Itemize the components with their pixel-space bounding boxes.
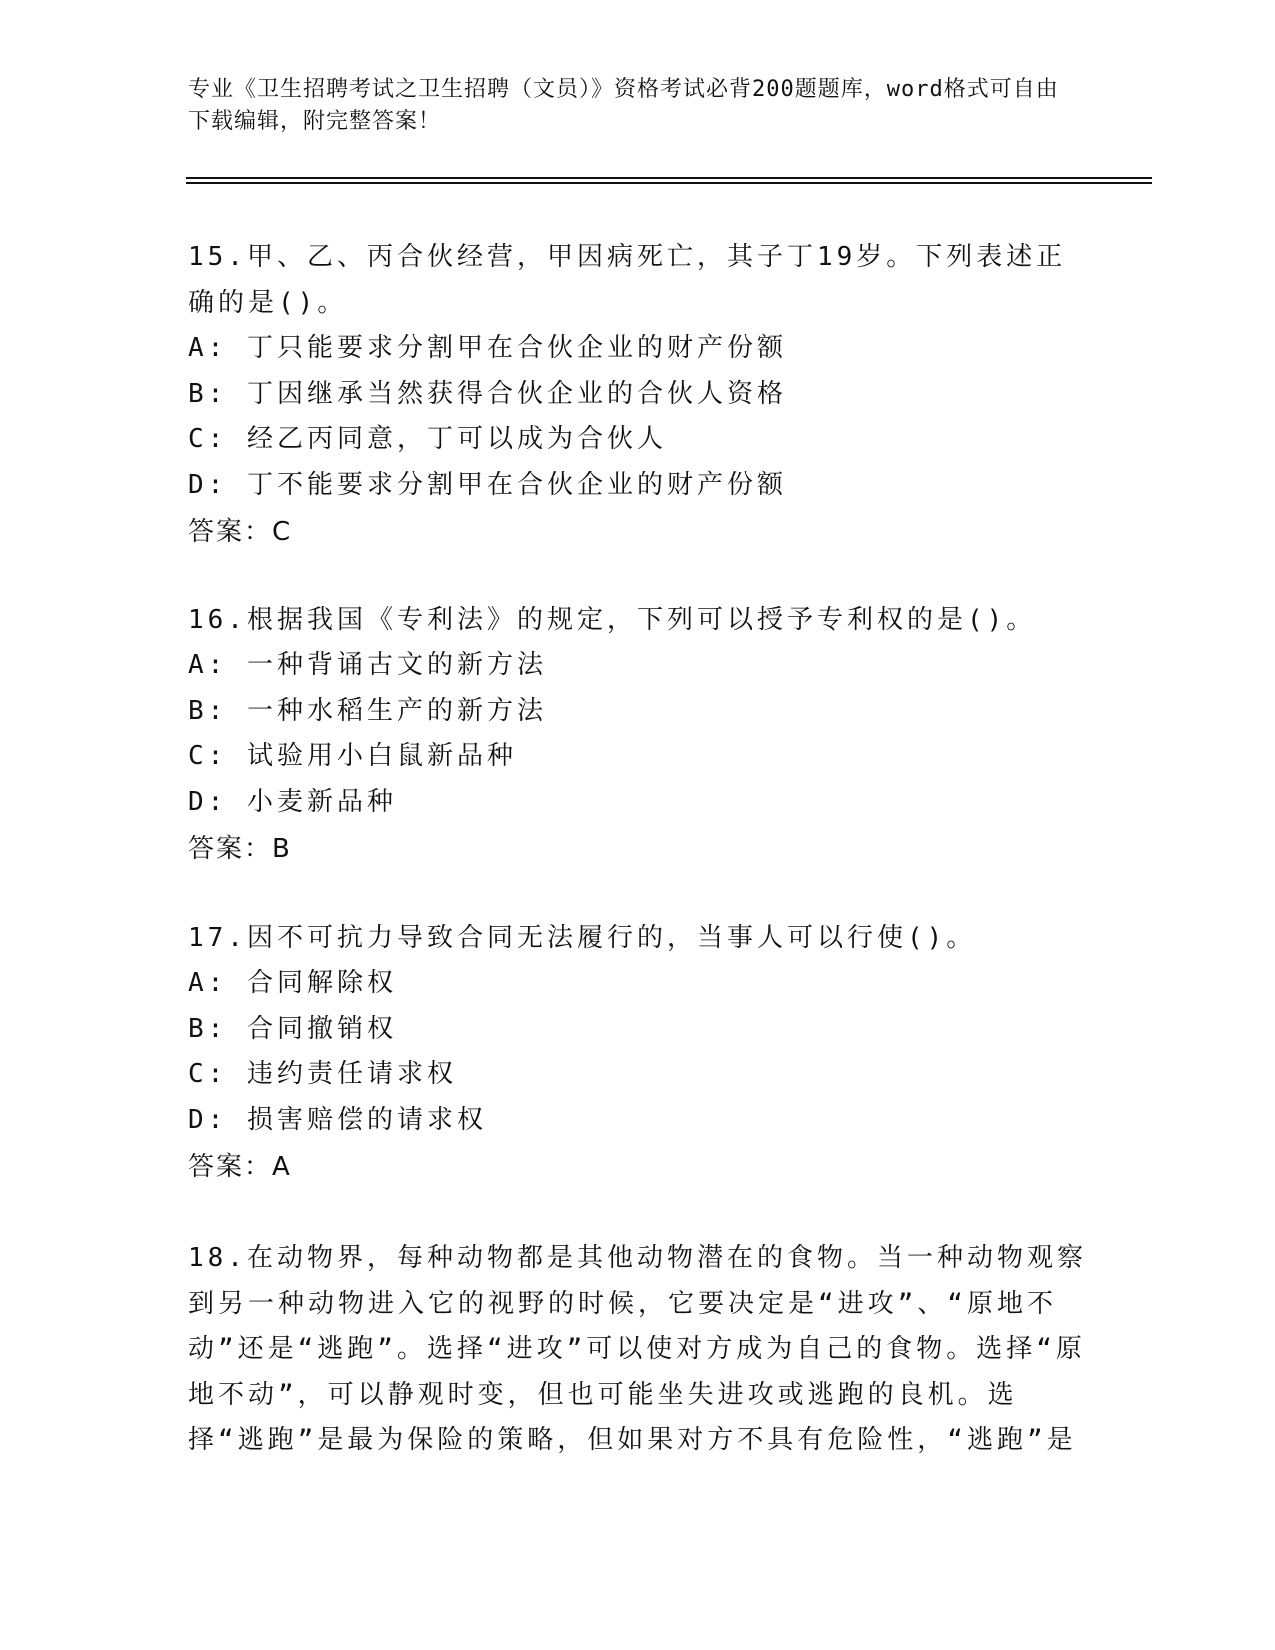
option-c: C: 违约责任请求权	[188, 1059, 457, 1089]
option-b: B: 一种水稻生产的新方法	[188, 695, 547, 726]
question-text: 18.在动物界，每种动物都是其他动物潜在的食物。当一种动物观察到另一种动物进入它的视野的时候，它要决定是“进攻”、“原地不动”还是“逃跑”。选择“进攻”可以使对方成为自己的食物。选择“原地不动”，可以静观时变，但也可能坐失进攻或逃跑的良机。选择“逃跑”是最为保险的策略，但如果对方不具有危险性，“逃跑”是	[188, 1243, 1087, 1455]
question-17	[188, 915, 1088, 1191]
question-18	[188, 1236, 1088, 1464]
option-a: A: 一种背诵古文的新方法	[188, 650, 547, 680]
question-text: 16.根据我国《专利法》的规定，下列可以授予专利权的是()。	[188, 605, 1037, 635]
question-text: 17.因不可抗力导致合同无法履行的，当事人可以行使()。	[188, 923, 977, 953]
answer: 答案：C	[188, 517, 293, 547]
question-16	[188, 597, 1088, 873]
option-b: B: 合同撤销权	[188, 1013, 397, 1044]
question-15	[188, 234, 1088, 556]
header-divider-top	[186, 177, 1152, 179]
option-b: B: 丁因继承当然获得合伙企业的合伙人资格	[188, 378, 787, 409]
answer: 答案：A	[188, 1152, 292, 1182]
header-divider-bottom	[186, 182, 1152, 184]
question-text: 15.甲、乙、丙合伙经营，甲因病死亡，其子丁19岁。下列表述正确的是()。	[188, 242, 1067, 318]
document-header: 专业《卫生招聘考试之卫生招聘（文员）》资格考试必背200题题库，word格式可自由下载编辑，附完整答案！	[188, 77, 1059, 134]
answer: 答案：B	[188, 834, 292, 864]
option-a: A: 丁只能要求分割甲在合伙企业的财产份额	[188, 333, 787, 363]
option-a: A: 合同解除权	[188, 968, 397, 998]
option-d: D: 丁不能要求分割甲在合伙企业的财产份额	[188, 469, 787, 500]
option-d: D: 小麦新品种	[188, 786, 397, 817]
option-d: D: 损害赔偿的请求权	[188, 1104, 487, 1135]
option-c: C: 经乙丙同意，丁可以成为合伙人	[188, 424, 667, 454]
option-c: C: 试验用小白鼠新品种	[188, 741, 517, 771]
